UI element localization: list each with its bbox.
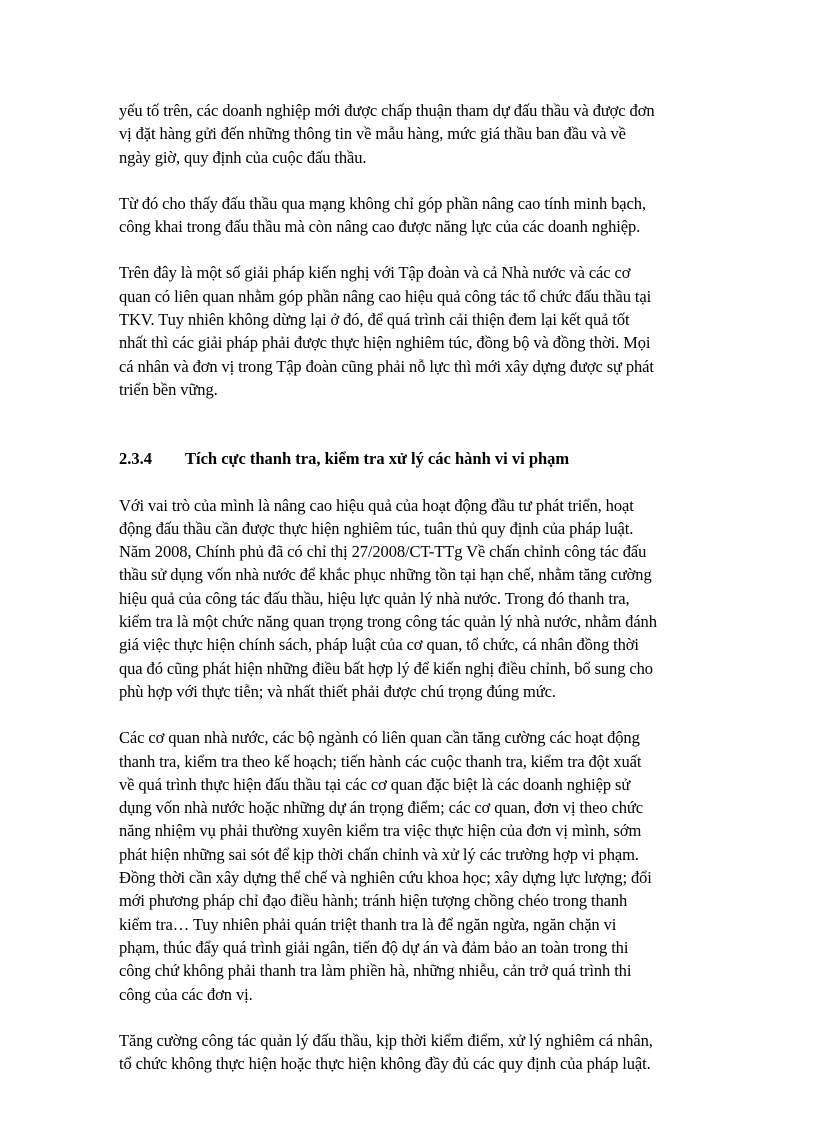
paragraph-inspection-activities: Các cơ quan nhà nước, các bộ ngành có liên quan cần tăng cường các hoạt động thanh tra, kiểm tra theo kế hoạch; tiến hành các cuộc thanh tra, kiểm tra đột xuất về quá trình thực hiện đấu thầu tại các cơ quan đặc biệt là các doanh nghiệp sử dụng vốn nhà nước hoặc những dự án trọng điểm; các cơ quan, đơn vị theo chức năng nhiệm vụ phải thường xuyên kiểm tra việc thực hiện của đơn vị mình, sớm phát hiện những sai sót để kịp thời chấn chỉnh và xử lý các trường hợp vi phạm. Đồng thời cần xây dựng thể chế và nghiên cứu khoa học; xây dựng lực lượng; đổi mới phương pháp chỉ đạo điều hành; tránh hiện tượng chồng chéo trong thanh kiểm tra… Tuy nhiên phải quán triệt thanh tra là để ngăn ngừa, ngăn chặn vi phạm, thúc đẩy quá trình giải ngân, tiến độ dự án và đảm bảo an toàn trong thi công chứ không phải thanh tra làm phiền hà, những nhiễu, cản trở quá trình thi công của các đơn vị. bbox=[119, 728, 652, 1004]
paragraph-online-bidding-benefit: Từ đó cho thấy đấu thầu qua mạng không chỉ góp phần nâng cao tính minh bạch, công khai trong đấu thầu mà còn nâng cao được năng lực của các doanh nghiệp. bbox=[119, 193, 646, 237]
paragraph-recommendations-summary: Trên đây là một số giải pháp kiến nghị với Tập đoàn và cả Nhà nước và các cơ quan có liên quan nhằm góp phần nâng cao hiệu quả công tác tổ chức đấu thầu tại TKV. Tuy nhiên không dừng lại ở đó, để quá trình cải thiện đem lại kết quả tốt nhất thì các giải pháp phải được thực hiện nghiêm túc, đồng bộ và đồng thời. Mọi cá nhân và đơn vị trong Tập đoàn cũng phải nỗ lực thì mới xây dựng được sự phát triển bền vững. bbox=[119, 263, 654, 399]
section-title: Tích cực thanh tra, kiểm tra xử lý các hành vi vi phạm bbox=[185, 449, 570, 469]
page-content bbox=[119, 99, 697, 1075]
paragraph-inspection-role: Với vai trò của mình là nâng cao hiệu quả của hoạt động đầu tư phát triển, hoạt động đấu thầu cần được thực hiện nghiêm túc, tuân thủ quy định của pháp luật. Năm 2008, Chính phủ đã có chỉ thị 27/2008/CT-TTg Về chấn chỉnh công tác đấu thầu sử dụng vốn nhà nước để khắc phục những tồn tại hạn chế, nhằm tăng cường hiệu quả của công tác đấu thầu, hiệu lực quản lý nhà nước. Trong đó thanh tra, kiểm tra là một chức năng quan trọng trong công tác quản lý nhà nước, nhằm đánh giá việc thực hiện chính sách, pháp luật của cơ quan, tổ chức, cá nhân đồng thời qua đó cũng phát hiện những điều bất hợp lý để kiến nghị điều chỉnh, bổ sung cho phù hợp với thực tiễn; và nhất thiết phải được chú trọng đúng mức. bbox=[119, 495, 657, 701]
paragraph-bidding-approval: yếu tố trên, các doanh nghiệp mới được chấp thuận tham dự đấu thầu và được đơn vị đặt hàng gửi đến những thông tin về mẫu hàng, mức giá thầu ban đầu và về ngày giờ, quy định của cuộc đấu thầu. bbox=[119, 101, 655, 167]
section-number: 2.3.4 bbox=[119, 449, 152, 469]
section-heading bbox=[119, 447, 697, 470]
paragraph-strengthen-management: Tăng cường công tác quản lý đấu thầu, kịp thời kiểm điểm, xử lý nghiêm cá nhân, tổ chức không thực hiện hoặc thực hiện không đầy đủ các quy định của pháp luật. bbox=[119, 1030, 653, 1074]
